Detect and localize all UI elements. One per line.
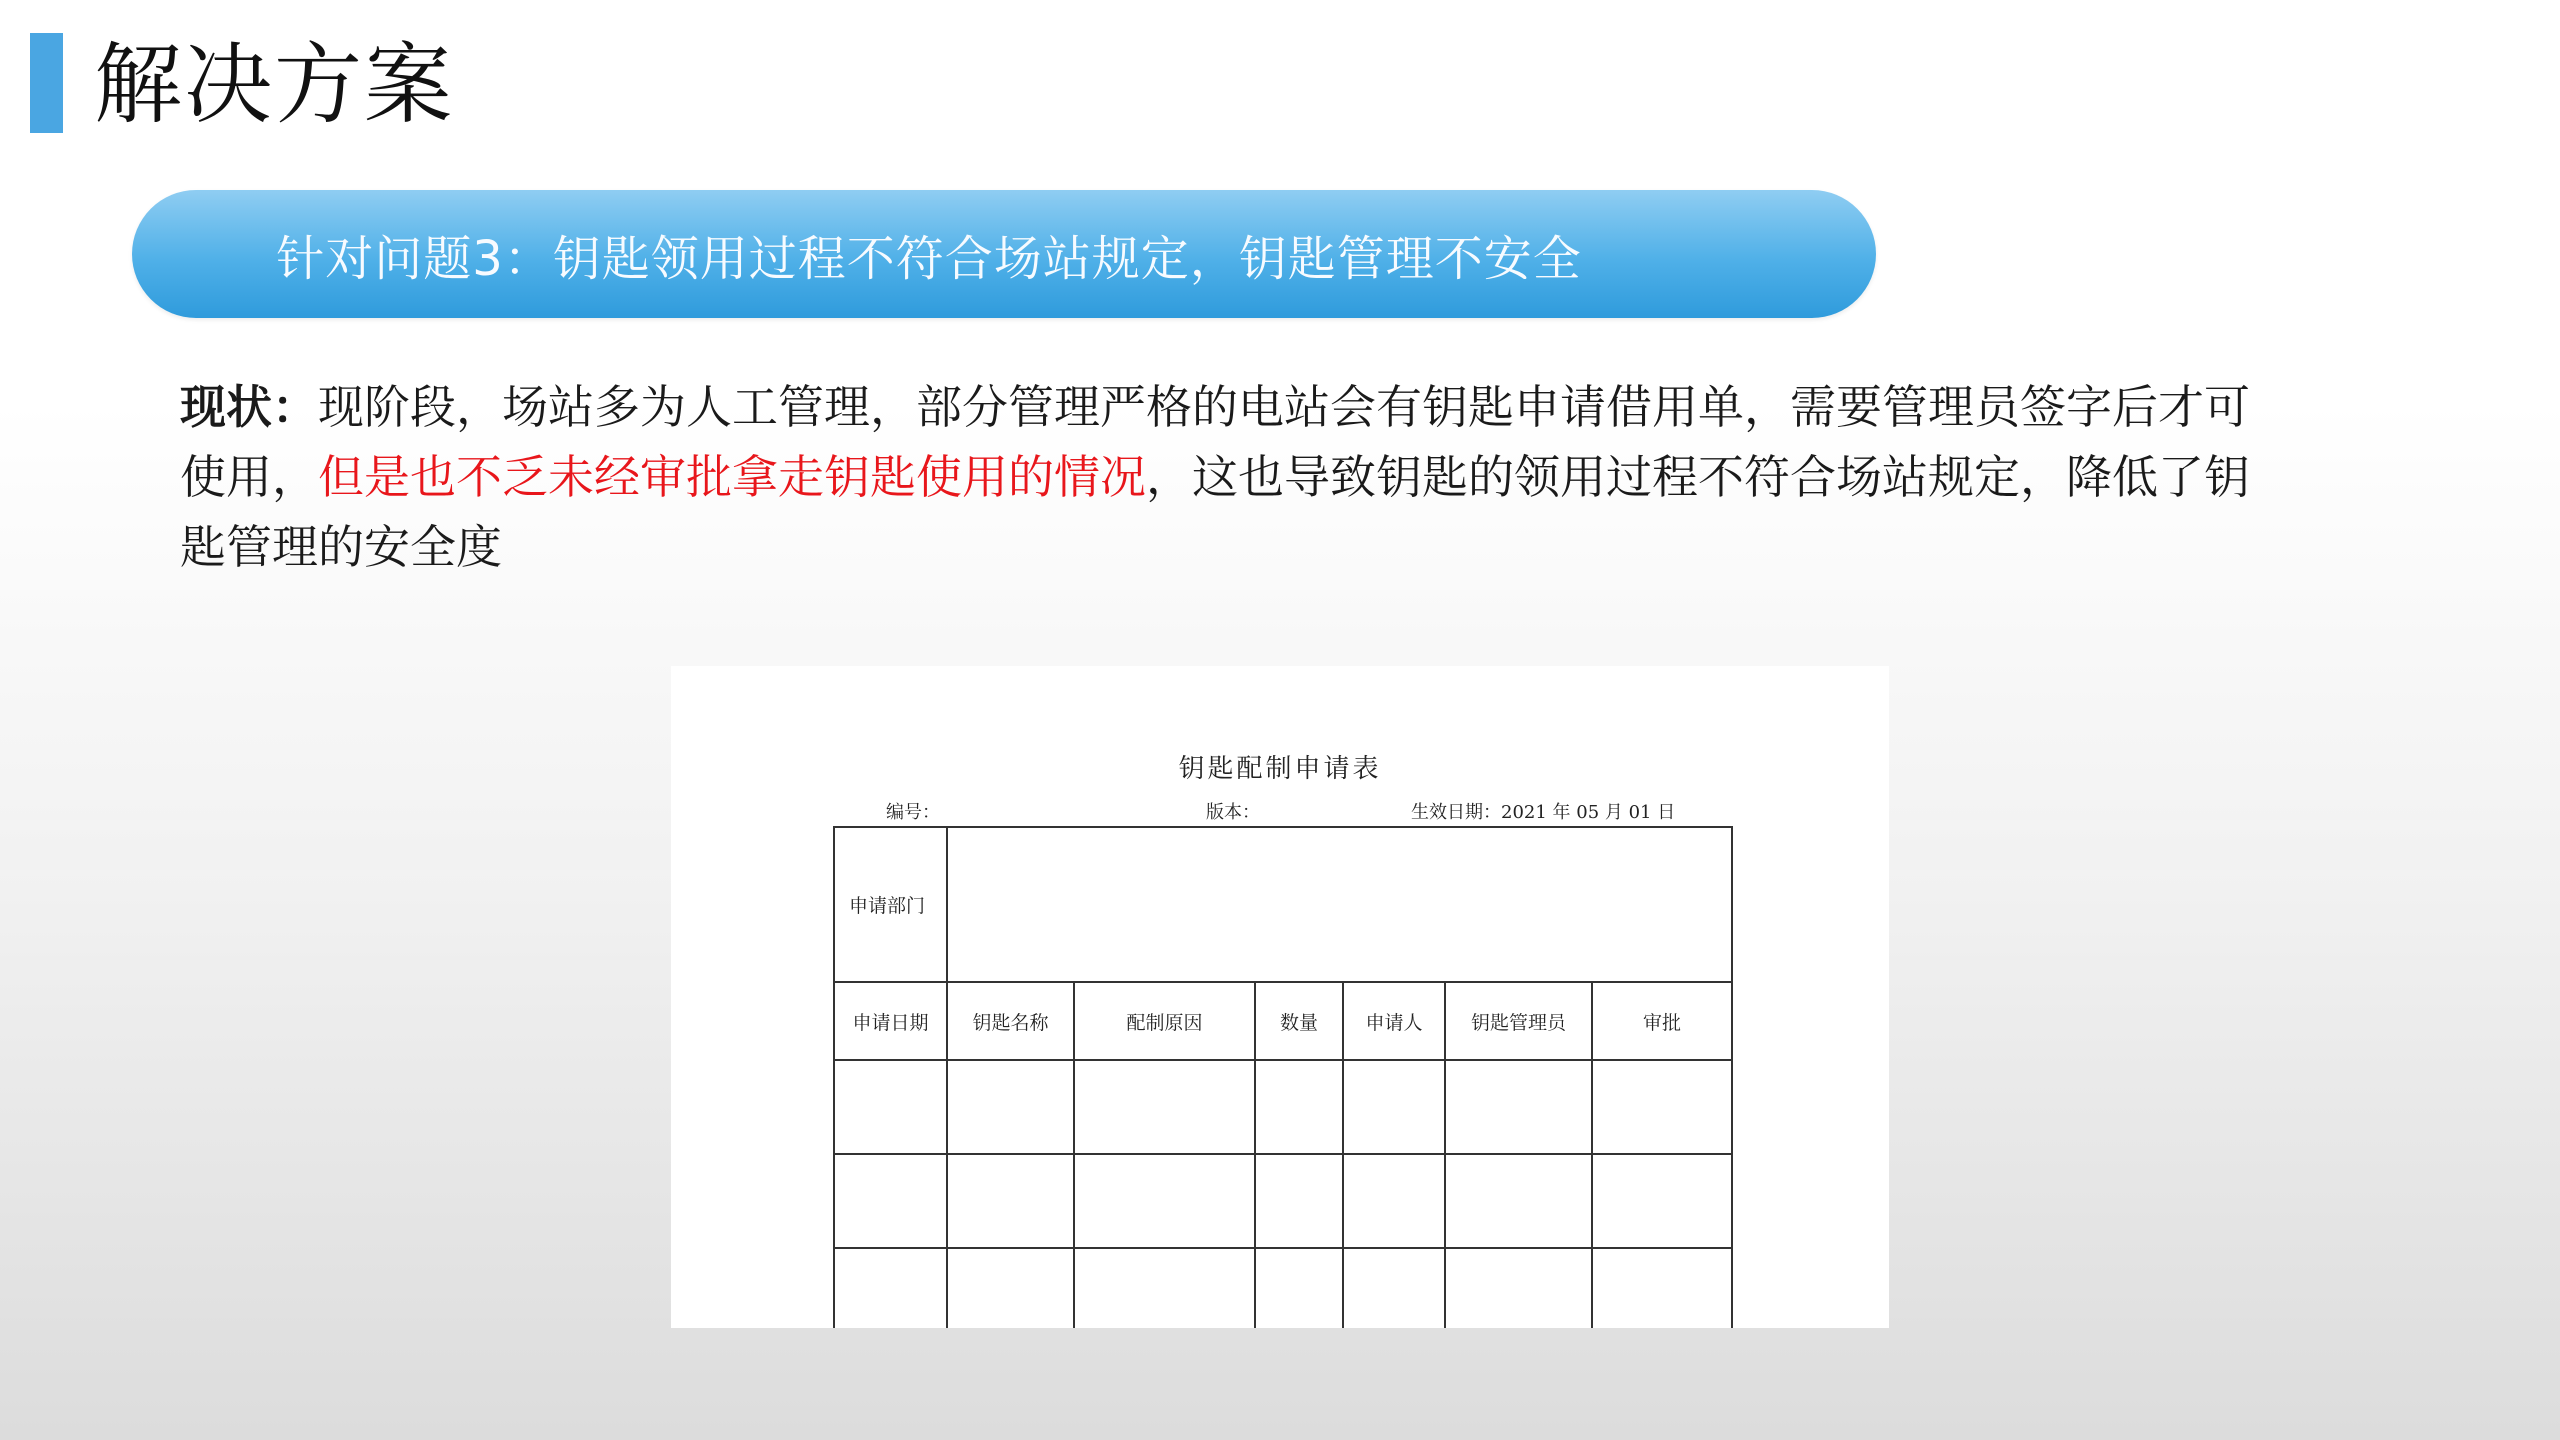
form-table	[833, 826, 1733, 1328]
form-empty-cell	[834, 1154, 947, 1248]
form-empty-cell	[1255, 1248, 1343, 1328]
form-header-cell: 配制原因	[1074, 982, 1255, 1060]
form-empty-cell	[1445, 1060, 1592, 1154]
form-row-department	[834, 827, 1732, 982]
form-row-header	[834, 982, 1732, 1060]
form-empty-cell	[947, 1248, 1074, 1328]
form-empty-cell	[834, 1248, 947, 1328]
page-title: 解决方案	[94, 33, 455, 136]
form-effective-date: 生效日期：2021 年 05 月 01 日	[1411, 802, 1676, 823]
form-cell-department-value	[947, 827, 1732, 982]
form-empty-cell	[1343, 1060, 1445, 1154]
form-version-label: 版本：	[1206, 802, 1260, 823]
form-row-empty	[834, 1154, 1732, 1248]
form-header-cell: 审批	[1592, 982, 1732, 1060]
form-header-cell: 申请日期	[834, 982, 947, 1060]
form-empty-cell	[1592, 1154, 1732, 1248]
status-label: 现状：	[180, 380, 318, 434]
form-empty-cell	[1074, 1154, 1255, 1248]
form-empty-cell	[1343, 1154, 1445, 1248]
form-empty-cell	[1074, 1060, 1255, 1154]
status-text-before: 现阶段，场站多为人工管理，部分管理严格的电站会有钥匙申请借用单，需要管理员签字后才可使用，	[180, 380, 2250, 504]
form-header-cell: 钥匙管理员	[1445, 982, 1592, 1060]
problem-banner	[132, 190, 1876, 318]
form-cell-department-label: 申请部门	[834, 827, 947, 982]
form-empty-cell	[834, 1060, 947, 1154]
form-header-cell: 数量	[1255, 982, 1343, 1060]
form-empty-cell	[1445, 1248, 1592, 1328]
problem-banner-text: 针对问题3：钥匙领用过程不符合场站规定，钥匙管理不安全	[276, 230, 1582, 287]
form-header-cell: 钥匙名称	[947, 982, 1074, 1060]
form-number-label: 编号：	[886, 802, 940, 823]
form-empty-cell	[1445, 1154, 1592, 1248]
form-empty-cell	[947, 1060, 1074, 1154]
form-header-cell: 申请人	[1343, 982, 1445, 1060]
status-text-after: ，这也导致钥匙的领用过程不符合场站规定，降低了钥匙管理的安全度	[180, 450, 2250, 574]
title-accent-bar	[30, 33, 63, 133]
form-empty-cell	[1592, 1248, 1732, 1328]
status-text-highlight: 但是也不乏未经审批拿走钥匙使用的情况	[318, 450, 1146, 504]
form-title: 钥匙配制申请表	[1178, 754, 1382, 784]
status-paragraph	[180, 372, 2260, 582]
form-empty-cell	[1343, 1248, 1445, 1328]
form-empty-cell	[1255, 1060, 1343, 1154]
form-empty-cell	[1074, 1248, 1255, 1328]
form-row-empty	[834, 1060, 1732, 1154]
form-empty-cell	[1255, 1154, 1343, 1248]
key-application-form-image	[671, 666, 1889, 1328]
form-empty-cell	[947, 1154, 1074, 1248]
form-row-empty	[834, 1248, 1732, 1328]
form-empty-cell	[1592, 1060, 1732, 1154]
